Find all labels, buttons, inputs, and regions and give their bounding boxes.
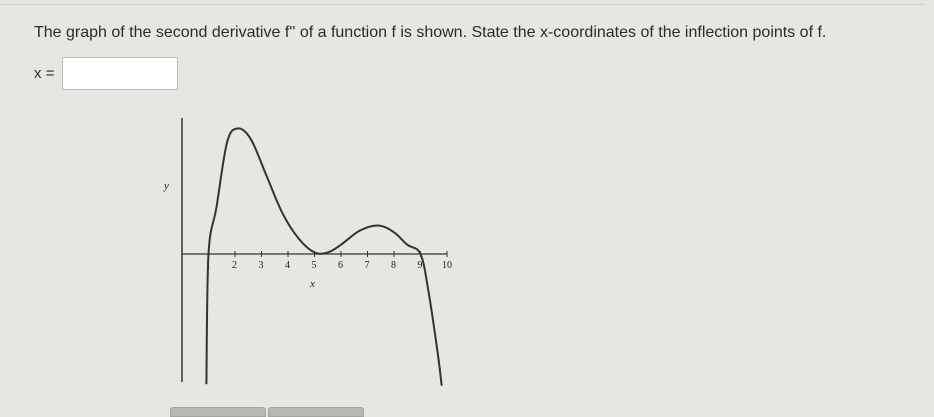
x-tick-label: 10 — [442, 260, 452, 271]
x-tick-label: 8 — [391, 260, 396, 271]
top-divider — [0, 4, 924, 5]
question-text: The graph of the second derivative f'' of a function f is shown. State the x-coordinates of the inflection points of f. — [34, 24, 827, 41]
answer-label: x = — [34, 64, 55, 82]
answer-input[interactable] — [62, 57, 178, 90]
second-derivative-graph — [164, 110, 472, 395]
x-tick-label: 2 — [232, 260, 237, 271]
x-tick-label: 6 — [338, 260, 343, 271]
second-derivative-curve — [206, 128, 441, 385]
bottom-button-right[interactable] — [268, 407, 364, 417]
x-tick-label: 5 — [311, 260, 317, 271]
bottom-button-left[interactable] — [170, 407, 266, 417]
x-tick-label: 9 — [417, 260, 423, 271]
x-tick-label: 7 — [364, 260, 370, 271]
x-tick-label: 3 — [258, 260, 264, 271]
y-axis-label: y — [164, 180, 169, 192]
x-axis-label: x — [310, 278, 315, 290]
x-tick-label: 1 — [205, 260, 211, 271]
answer-row — [34, 53, 178, 93]
x-tick-label: 4 — [285, 260, 290, 271]
